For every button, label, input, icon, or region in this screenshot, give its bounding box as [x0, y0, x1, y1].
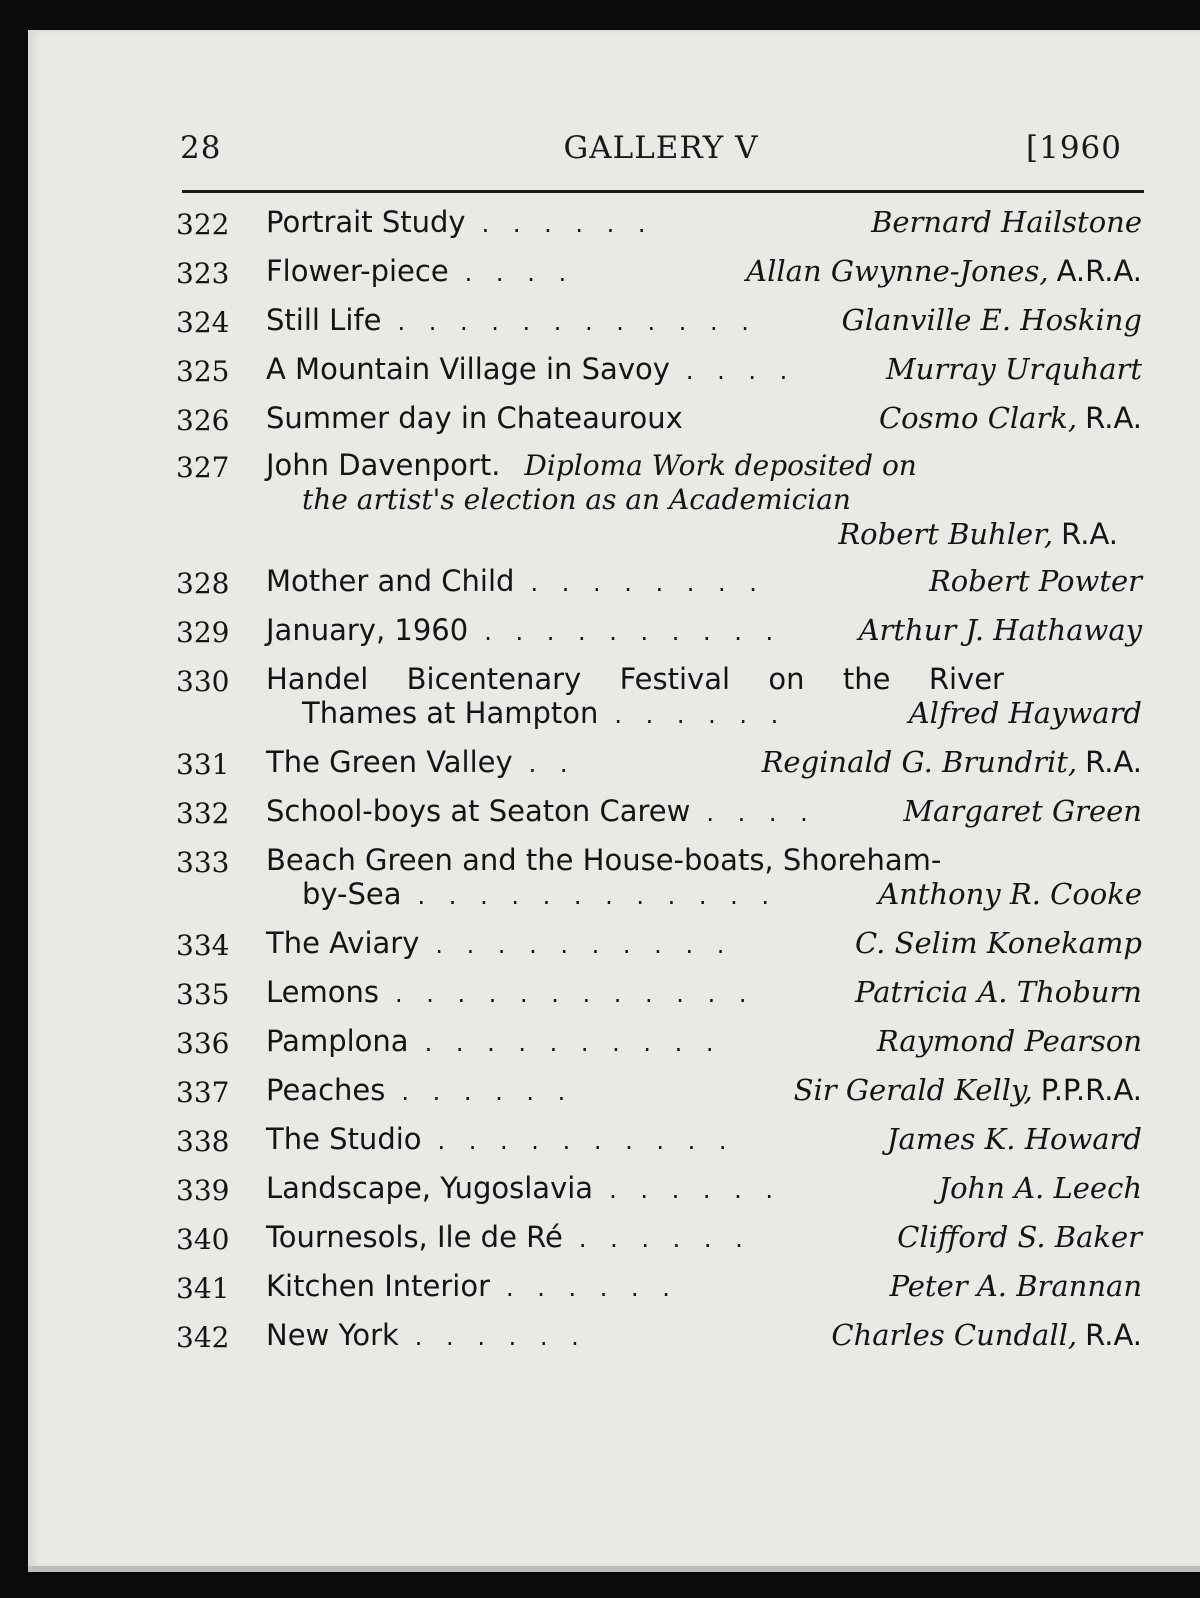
entry-honour: R.A.	[1085, 745, 1142, 779]
dot-leader: . . . . . .	[481, 210, 654, 238]
entry-title: Tournesols, Ile de Ré	[266, 1220, 563, 1254]
dot-leader: . . . . . .	[506, 1274, 678, 1302]
entry-description-continued: the artist's election as an Academician	[302, 483, 851, 516]
entry-artist: Robert Powter	[928, 564, 1142, 598]
entry-honour: R.A.	[1061, 517, 1118, 551]
catalogue-entry	[176, 298, 1142, 347]
catalogue-entry	[176, 559, 1142, 608]
page-edge	[28, 1566, 1200, 1572]
entry-title-word: River	[928, 662, 1004, 696]
catalogue-entry	[176, 1264, 1142, 1313]
dot-leader: . . . . . . . . . . . .	[394, 980, 755, 1008]
entry-title-continued: by-Sea	[302, 877, 402, 911]
dot-leader: . . . . . .	[414, 1323, 587, 1351]
entry-artist: Peter A. Brannan	[889, 1269, 1142, 1303]
entry-number: 328	[176, 567, 230, 600]
entry-number: 329	[176, 616, 230, 649]
catalogue-entry	[176, 970, 1142, 1019]
entry-number: 323	[176, 257, 230, 290]
entry-artist: C. Selim Konekamp	[855, 926, 1142, 960]
catalogue-entry	[176, 1068, 1142, 1117]
header-rule	[182, 190, 1144, 193]
entry-title: New York	[266, 1318, 399, 1352]
entry-number: 331	[176, 748, 230, 781]
entry-number: 338	[176, 1125, 230, 1158]
entry-title: John Davenport.	[266, 448, 501, 482]
entry-number: 341	[176, 1272, 230, 1305]
dot-leader: . . . . . . . . . . . .	[397, 308, 757, 336]
dot-leader: . . . . . . . . . .	[437, 1127, 735, 1155]
entry-artist: Glanville E. Hosking	[841, 303, 1142, 337]
entry-number: 333	[176, 846, 230, 879]
catalogue-entry	[176, 789, 1142, 838]
catalogue-entry	[176, 1019, 1142, 1068]
entry-title: Landscape, Yugoslavia	[266, 1171, 594, 1205]
page-number: 28	[180, 130, 222, 166]
entry-title: January, 1960	[266, 613, 469, 647]
page-header	[180, 130, 1142, 170]
entry-artist: James K. Howard	[886, 1122, 1142, 1156]
catalogue-entry	[176, 1166, 1142, 1215]
gallery-title: GALLERY V	[563, 130, 759, 166]
entry-number: 326	[176, 404, 230, 437]
dot-leader: . . . . . .	[401, 1078, 574, 1106]
entry-artist: Charles Cundall,	[831, 1318, 1078, 1352]
entry-number: 342	[176, 1321, 230, 1354]
entry-artist: Anthony R. Cooke	[878, 877, 1142, 911]
entry-artist: Reginald G. Brundrit,	[761, 745, 1078, 779]
entry-artist: Bernard Hailstone	[871, 205, 1142, 239]
entry-number: 325	[176, 355, 230, 388]
entry-title: Still Life	[266, 303, 382, 337]
entry-title-word: on	[768, 662, 805, 696]
catalogue-entry	[176, 1215, 1142, 1264]
entry-title: School-boys at Seaton Carew	[266, 794, 691, 828]
entry-title-word: the	[842, 662, 891, 696]
entry-honour: R.A.	[1085, 1318, 1142, 1352]
entry-artist: Arthur J. Hathaway	[858, 613, 1142, 647]
dot-leader: . . . . . .	[609, 1176, 781, 1204]
dot-leader: . . . . . . . . . .	[484, 618, 782, 646]
entry-title: Lemons	[266, 975, 379, 1009]
entry-number: 339	[176, 1174, 230, 1207]
entry-number: 324	[176, 306, 230, 339]
entry-number: 340	[176, 1223, 230, 1256]
entry-number: 336	[176, 1027, 230, 1060]
catalogue-entry	[176, 838, 1142, 921]
entry-artist: Patricia A. Thoburn	[855, 975, 1142, 1009]
dot-leader: . . . . . . . . . .	[435, 931, 733, 959]
dot-leader: . . . . . . . . . .	[424, 1029, 722, 1057]
entry-artist: John A. Leech	[938, 1171, 1142, 1205]
dot-leader: . . . . . . . . . . . .	[417, 882, 778, 910]
catalogue-entry	[176, 443, 1142, 559]
entry-number: 327	[176, 451, 230, 484]
entry-number: 337	[176, 1076, 230, 1109]
entry-artist: Raymond Pearson	[876, 1024, 1142, 1058]
entry-artist: Robert Buhler,	[838, 517, 1054, 551]
entry-title: Kitchen Interior	[266, 1269, 490, 1303]
entry-title: Beach Green and the House-boats, Shoreham-	[266, 843, 942, 877]
entry-artist: Cosmo Clark,	[878, 401, 1078, 435]
entry-description: Diploma Work deposited on	[524, 449, 917, 482]
entry-honour: P.P.R.A.	[1040, 1073, 1142, 1107]
dot-leader: . . . . . . . .	[530, 569, 765, 597]
entry-title: The Green Valley	[266, 745, 513, 779]
entry-artist: Murray Urquhart	[885, 352, 1142, 386]
entry-number: 335	[176, 978, 230, 1011]
catalogue-entry	[176, 740, 1142, 789]
dot-leader: . .	[528, 750, 576, 778]
catalogue-entry	[176, 608, 1142, 657]
entry-title: A Mountain Village in Savoy	[266, 352, 670, 386]
entry-title-word: Festival	[619, 662, 731, 696]
entry-title: Portrait Study	[266, 205, 466, 239]
catalogue-entry	[176, 921, 1142, 970]
entry-title: Flower-piece	[266, 254, 449, 288]
entry-artist: Sir Gerald Kelly,	[793, 1073, 1033, 1107]
entry-title: Peaches	[266, 1073, 386, 1107]
entry-title: The Studio	[266, 1122, 422, 1156]
entry-honour: A.R.A.	[1056, 254, 1142, 288]
catalogue-entry	[176, 249, 1142, 298]
entry-title-word: Handel	[266, 662, 369, 696]
catalogue-entry	[176, 1313, 1142, 1362]
dot-leader: . . . .	[685, 357, 796, 385]
year-label: [1960	[1026, 130, 1122, 166]
catalogue-list	[176, 200, 1142, 1362]
entry-title: Mother and Child	[266, 564, 515, 598]
entry-number: 322	[176, 208, 230, 241]
entry-artist: Allan Gwynne-Jones,	[746, 254, 1049, 288]
entry-title: Pamplona	[266, 1024, 409, 1058]
dot-leader: . . . .	[706, 799, 816, 827]
dot-leader: . . . .	[464, 259, 575, 287]
entry-title-continued: Thames at Hampton	[302, 696, 599, 730]
catalogue-entry	[176, 396, 1142, 443]
entry-title: The Aviary	[266, 926, 420, 960]
catalogue-entry	[176, 657, 1142, 740]
catalogue-entry	[176, 347, 1142, 396]
entry-title-word: Bicentenary	[406, 662, 582, 696]
dot-leader: . . . . . .	[578, 1225, 751, 1253]
catalogue-entry	[176, 1117, 1142, 1166]
dot-leader: . . . . . .	[614, 701, 787, 729]
catalogue-entry	[176, 200, 1142, 249]
entry-artist: Margaret Green	[903, 794, 1142, 828]
entry-number: 332	[176, 797, 230, 830]
entry-title: Summer day in Chateauroux	[266, 401, 683, 435]
entry-artist: Clifford S. Baker	[897, 1220, 1142, 1254]
entry-number: 334	[176, 929, 230, 962]
entry-number: 330	[176, 665, 230, 698]
entry-artist: Alfred Hayward	[908, 696, 1142, 730]
entry-honour: R.A.	[1085, 401, 1142, 435]
